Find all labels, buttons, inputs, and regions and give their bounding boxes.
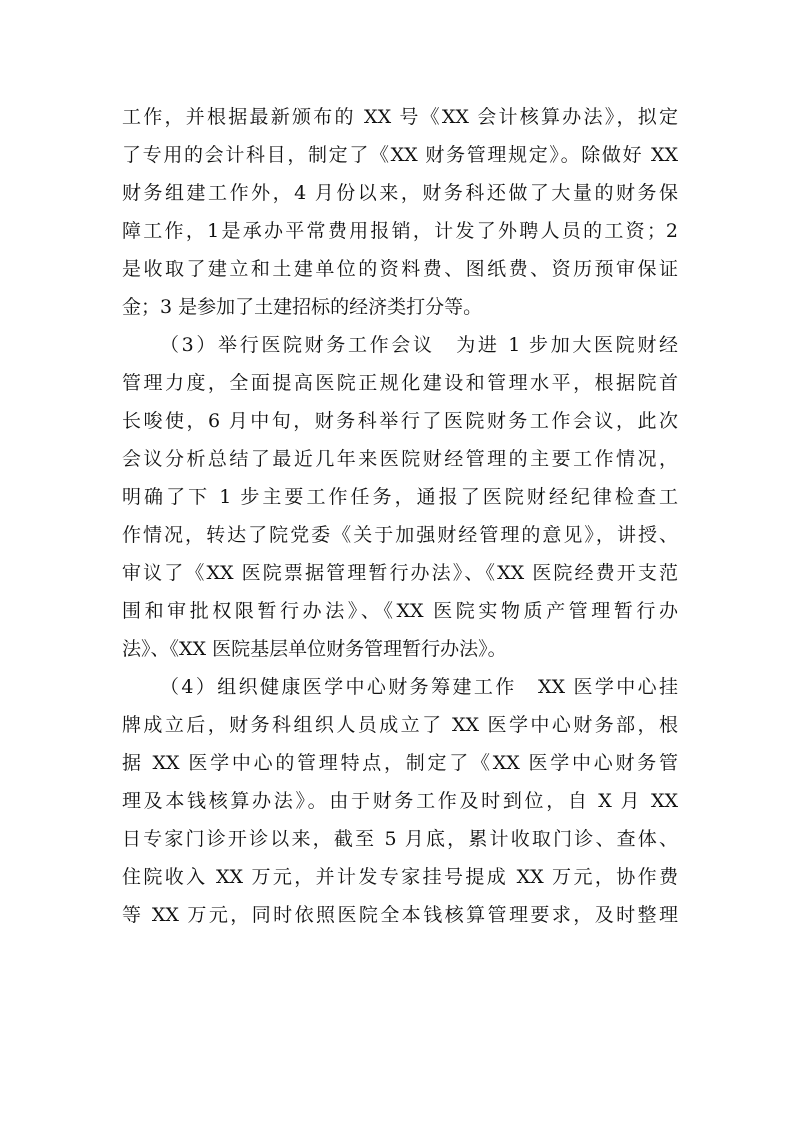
- text-line: 财务组建工作外，4 月份以来，财务科还做了大量的财务保: [122, 182, 678, 204]
- text-line: 等 XX 万元，同时依照医院全本钱核算管理要求，及时整理: [122, 904, 678, 926]
- document-body: [122, 98, 678, 934]
- text-line: 明确了下 1 步主要工作任务，通报了医院财经纪律检查工: [122, 486, 678, 508]
- paragraph-heading-line: （4）组织健康医学中心财务筹建工作 XX 医学中心挂: [160, 676, 678, 698]
- paragraph-heading-line: （3）举行医院财务工作会议 为进 1 步加大医院财经: [160, 334, 678, 356]
- text-line: 是收取了建立和土建单位的资料费、图纸费、资历预审保证: [122, 258, 678, 280]
- text-line: 牌成立后，财务科组织人员成立了 XX 医学中心财务部，根: [122, 714, 678, 736]
- text-line: 据 XX 医学中心的管理特点，制定了《XX 医学中心财务管: [122, 752, 678, 774]
- text-line: 日专家门诊开诊以来，截至 5 月底，累计收取门诊、查体、: [122, 828, 678, 850]
- text-line: 长唆使，6 月中旬，财务科举行了医院财务工作会议，此次: [122, 410, 678, 432]
- text-line: 会议分析总结了最近几年来医院财经管理的主要工作情况，: [122, 448, 678, 470]
- text-line: 金；3 是参加了土建招标的经济类打分等。: [122, 296, 483, 318]
- text-line: 障工作，1是承办平常费用报销，计发了外聘人员的工资；2: [122, 220, 678, 242]
- text-line: 作情况，转达了院党委《关于加强财经管理的意见》，讲授、: [122, 524, 678, 546]
- paragraph-1: [122, 98, 678, 326]
- text-line: 工作，并根据最新颁布的 XX 号《XX 会计核算办法》，拟定: [122, 106, 678, 128]
- text-line: 理及本钱核算办法》。由于财务工作及时到位，自 X 月 XX: [122, 790, 678, 812]
- text-line: 围和审批权限暂行办法》、《XX 医院实物质产管理暂行办: [122, 600, 678, 622]
- text-line: 审议了《XX 医院票据管理暂行办法》、《XX 医院经费开支范: [122, 562, 678, 584]
- text-line: 了专用的会计科目，制定了《XX 财务管理规定》。除做好 XX: [122, 144, 678, 166]
- text-line: 住院收入 XX 万元，并计发专家挂号提成 XX 万元，协作费: [122, 866, 678, 888]
- paragraph-3: [122, 668, 678, 934]
- text-line: 法》、《XX 医院基层单位财务管理暂行办法》。: [122, 638, 507, 660]
- text-line: 管理力度，全面提高医院正规化建设和管理水平，根据院首: [122, 372, 678, 394]
- paragraph-2: [122, 326, 678, 668]
